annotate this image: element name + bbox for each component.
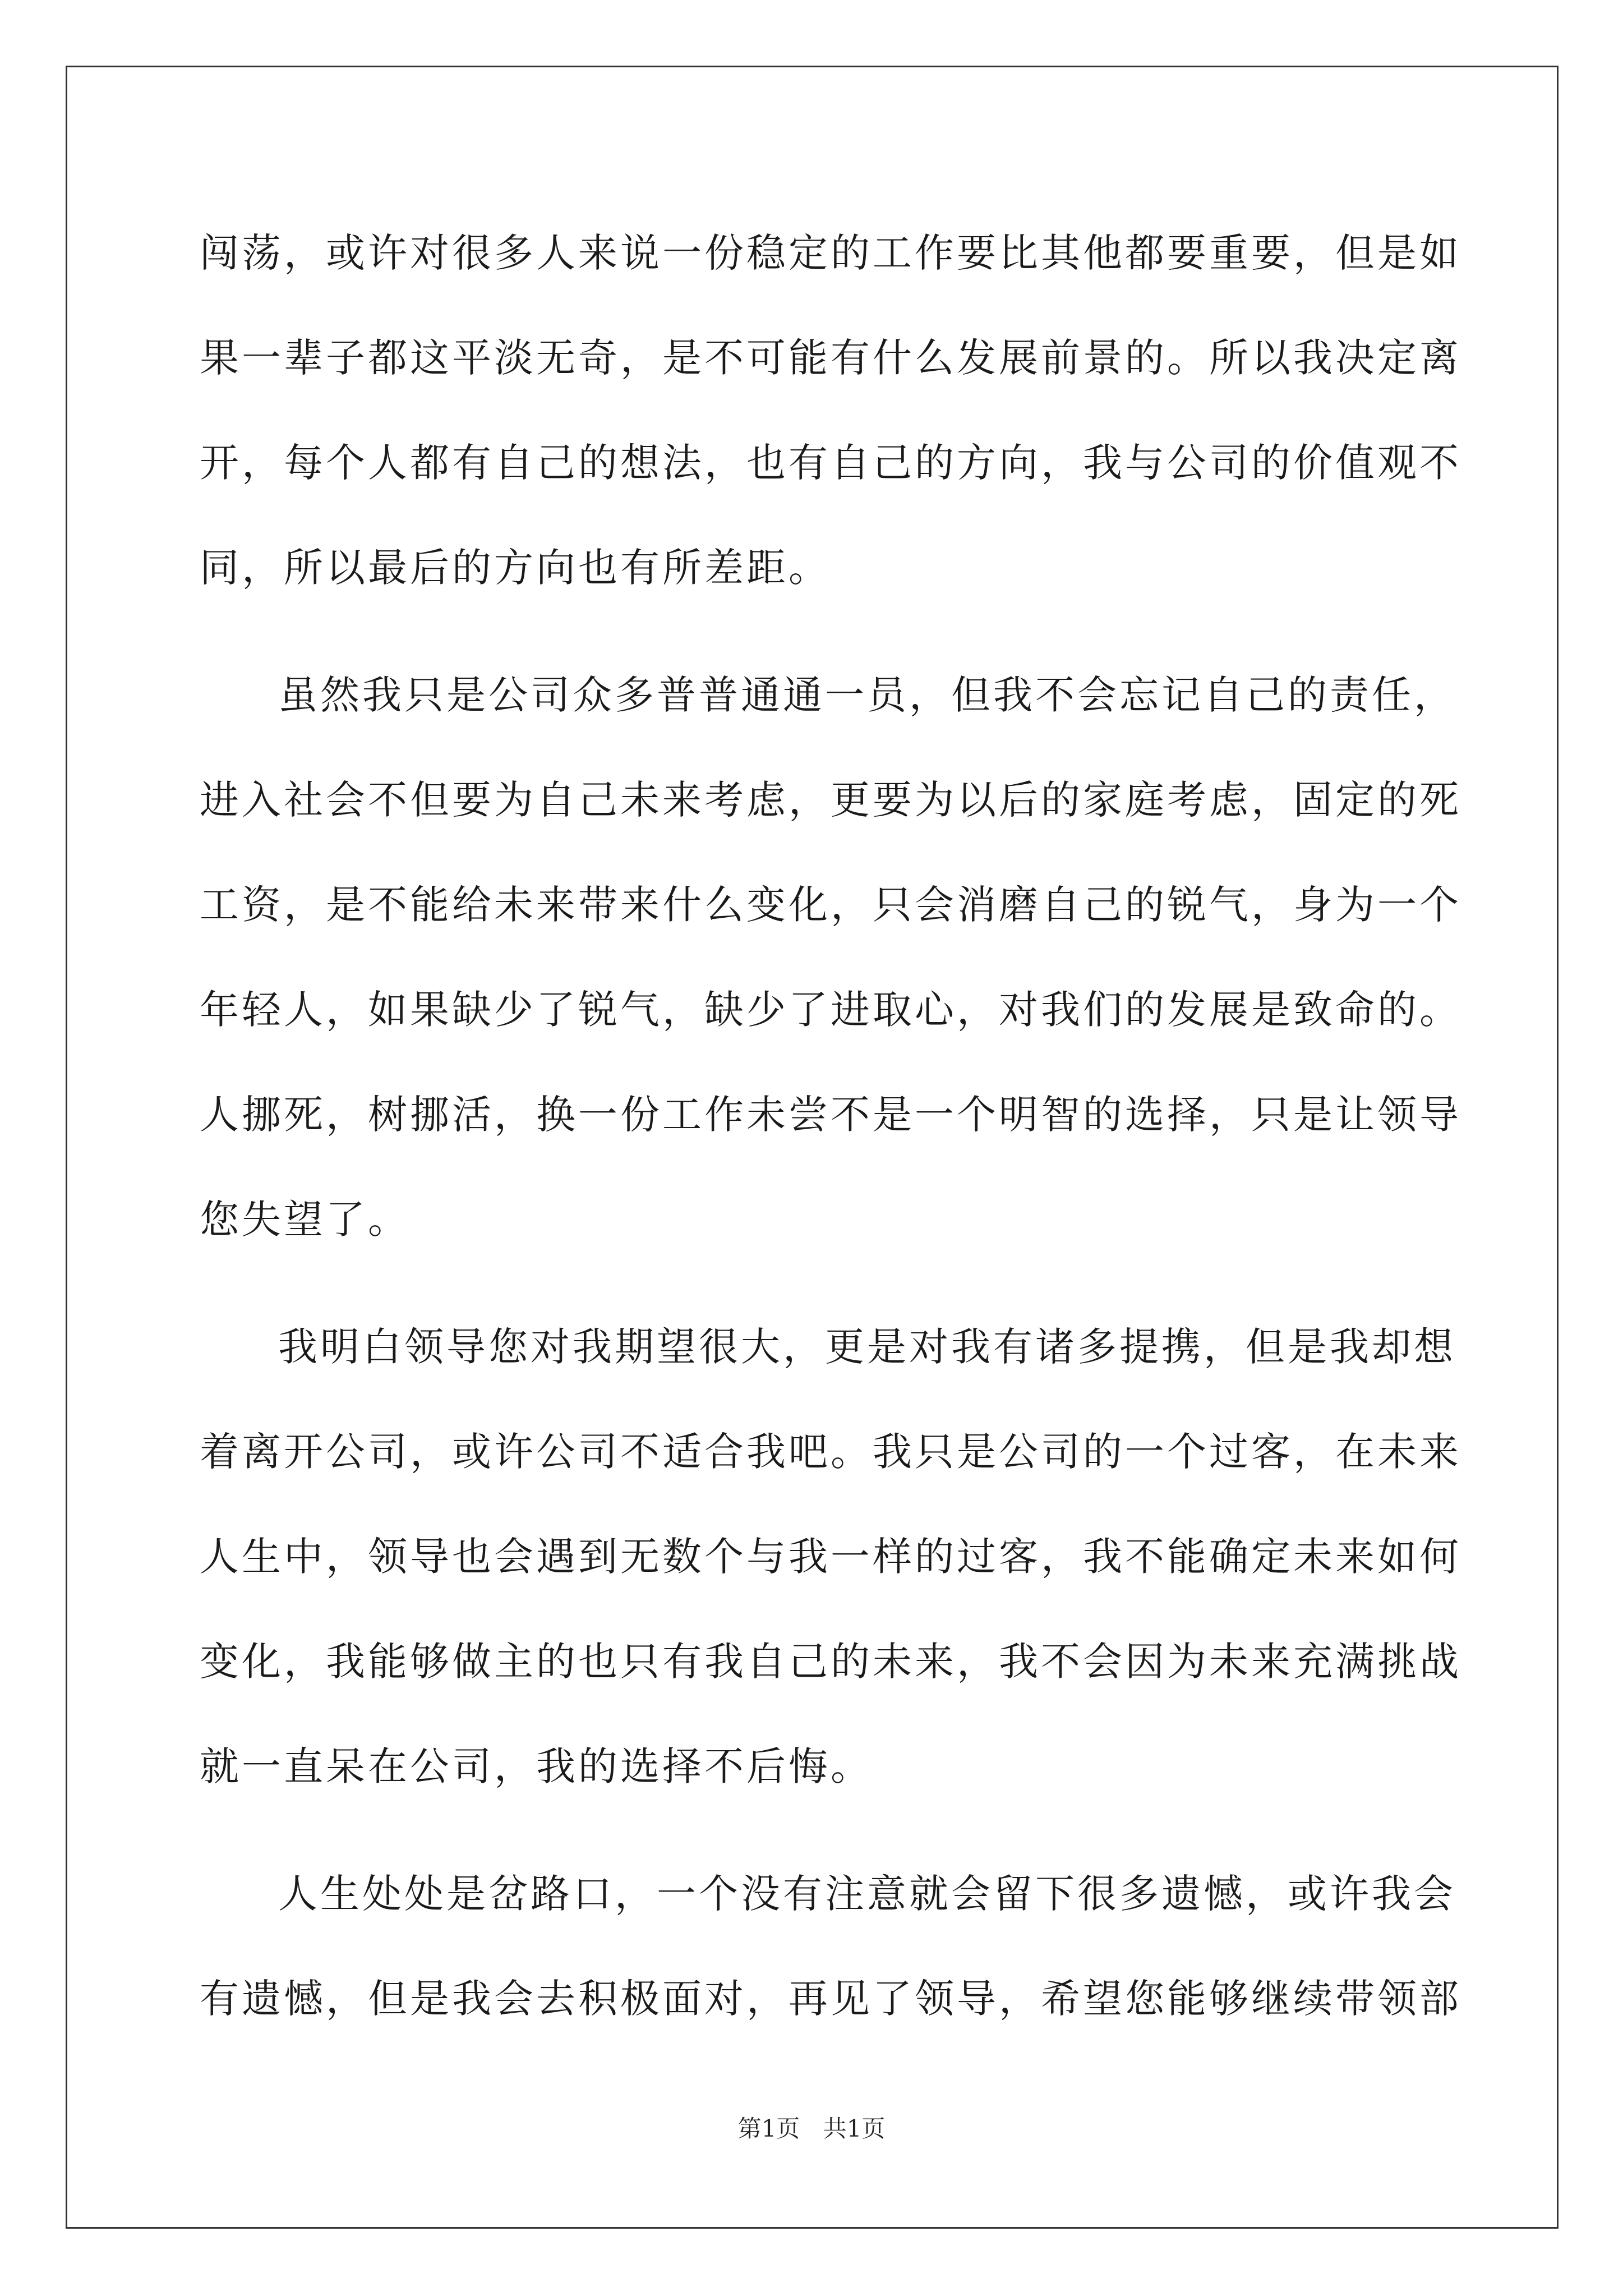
text-line: 开，每个人都有自己的想法，也有自己的方向，我与公司的价值观不: [200, 440, 1461, 486]
text-line: 着离开公司，或许公司不适合我吧。我只是公司的一个过客，在未来: [200, 1429, 1461, 1475]
text-line: 我明白领导您对我期望很大，更是对我有诸多提携，但是我却想: [278, 1324, 1456, 1370]
text-line: 年轻人，如果缺少了锐气，缺少了进取心，对我们的发展是致命的。: [200, 987, 1461, 1033]
page-footer: [0, 2110, 1623, 2144]
paragraph-spacer: [200, 1819, 1426, 1842]
text-line: 人生处处是岔路口，一个没有注意就会留下很多遗憾，或许我会: [278, 1871, 1456, 1917]
paragraph: [200, 1842, 1461, 2051]
text-line: 虽然我只是公司众多普普通通一员，但我不会忘记自己的责任，: [278, 672, 1456, 718]
text-line: 工资，是不能给未来带来什么变化，只会消磨自己的锐气，身为一个: [200, 882, 1461, 928]
document-body: [200, 201, 1461, 2051]
total-pages: 共1页: [823, 2115, 886, 2142]
text-line: 人生中，领导也会遇到无数个与我一样的过客，我不能确定未来如何: [200, 1534, 1461, 1580]
paragraph: [200, 201, 1461, 620]
text-line: 进入社会不但要为自己未来考虑，更要为以后的家庭考虑，固定的死: [200, 777, 1461, 823]
text-line: 人挪死，树挪活，换一份工作未尝不是一个明智的选择，只是让领导: [200, 1092, 1461, 1138]
text-line: 闯荡，或许对很多人来说一份稳定的工作要比其他都要重要，但是如: [200, 230, 1461, 276]
text-line: 变化，我能够做主的也只有我自己的未来，我不会因为未来充满挑战: [200, 1639, 1461, 1685]
paragraph-spacer: [200, 1272, 1426, 1295]
text-line: 有遗憾，但是我会去积极面对，再见了领导，希望您能够继续带领部: [200, 1976, 1461, 2022]
text-line: 果一辈子都这平淡无奇，是不可能有什么发展前景的。所以我决定离: [200, 335, 1461, 381]
paragraph-spacer: [200, 620, 1426, 643]
paragraph: [200, 1295, 1461, 1819]
paragraph: [200, 643, 1461, 1272]
text-line: 您失望了。: [200, 1197, 410, 1243]
page-number: 第1页: [737, 2115, 800, 2142]
text-line: 同，所以最后的方向也有所差距。: [200, 545, 831, 591]
text-line: 就一直呆在公司，我的选择不后悔。: [200, 1743, 873, 1789]
